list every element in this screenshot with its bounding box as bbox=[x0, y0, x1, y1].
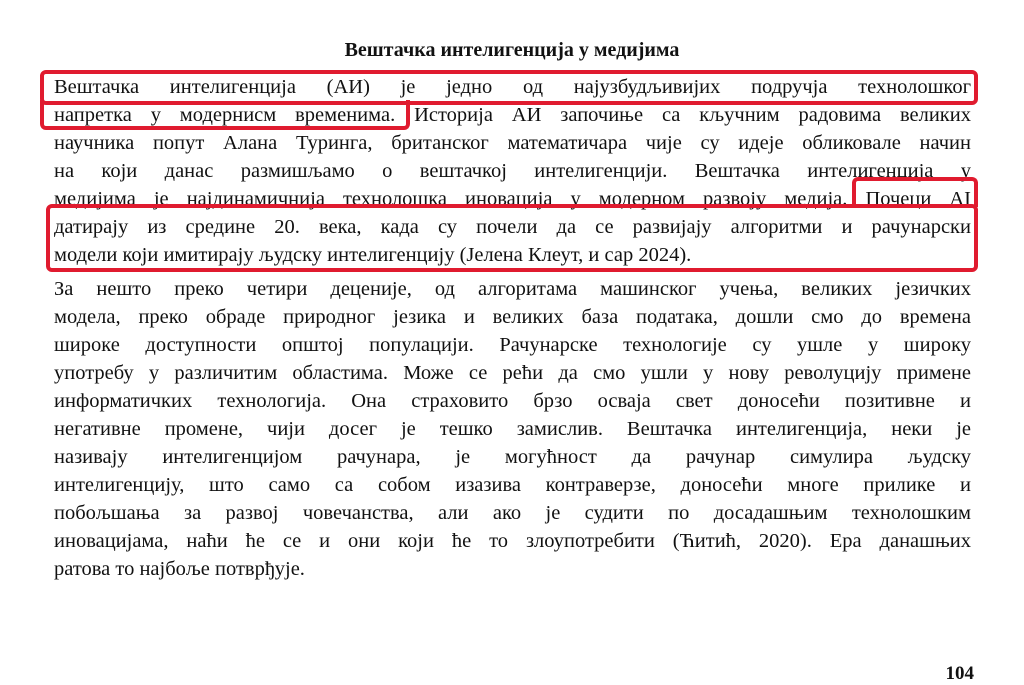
paragraph-2 bbox=[54, 275, 971, 583]
paragraph-line: интелигенцију, што само са собом изазива контраверзе, доносећи многе прилике и bbox=[54, 474, 971, 496]
paragraph-line: информатичких технологија. Она страховито брзо осваја свет доносећи позитивне и bbox=[54, 390, 971, 412]
paragraph-line: датирају из средине 20. века, када су почели да се развијају алгоритми и рачунарски bbox=[54, 216, 971, 238]
page-number: 104 bbox=[945, 663, 974, 684]
paragraph-line: медијима је најдинамичнија технолошка иновација у модерном развоју медија. Почеци АI bbox=[54, 188, 971, 210]
paragraph-line: на који данас размишљамо о вештачкој интелигенцији. Вештачка интелигенција у bbox=[54, 160, 971, 182]
paragraph-line: називају интелигенцијом рачунара, је могућност да рачунар симулира људску bbox=[54, 446, 971, 468]
paragraph-line: побољшања за развој човечанства, али ако је судити по досадашњим технолошким bbox=[54, 502, 971, 524]
paragraph-line: широке доступности општој популацији. Рачунарске технологије су ушле у широку bbox=[54, 334, 971, 356]
paragraph-line: модела, преко обраде природног језика и великих база података, дошли смо до времена bbox=[54, 306, 971, 328]
paragraph-line: негативне промене, чији досег је тешко замислив. Вештачка интелигенција, неки је bbox=[54, 418, 971, 440]
paragraph-line: За нешто преко четири деценије, од алгоритама машинског учења, великих језичких bbox=[54, 278, 971, 300]
paragraph-1 bbox=[54, 73, 971, 269]
paragraph-line: научника попут Алана Туринга, британског математичара чије су идеје обликовале начин bbox=[54, 132, 971, 154]
paragraph-line: модели који имитирају људску интелигенцију (Јелена Клеут, и сар 2024). bbox=[54, 244, 692, 266]
paragraph-line: употребу у различитим областима. Може се рећи да смо ушли у нову револуцију примене bbox=[54, 362, 971, 384]
document-title: Вештачка интелигенција у медијима bbox=[344, 39, 680, 61]
paragraph-line: ратова то најбоље потврђује. bbox=[54, 558, 305, 580]
paragraph-line: иновацијама, наћи ће се и они који ће то злоупотребити (Ћитић, 2020). Ера данашњих bbox=[54, 530, 971, 552]
paragraph-line: напретка у модернисм временима. Историја АИ започиње са кључним радовима великих bbox=[54, 104, 971, 126]
paragraph-line: Вештачка интелигенција (АИ) је једно од најузбудљивијих подручја технолошког bbox=[54, 76, 971, 98]
